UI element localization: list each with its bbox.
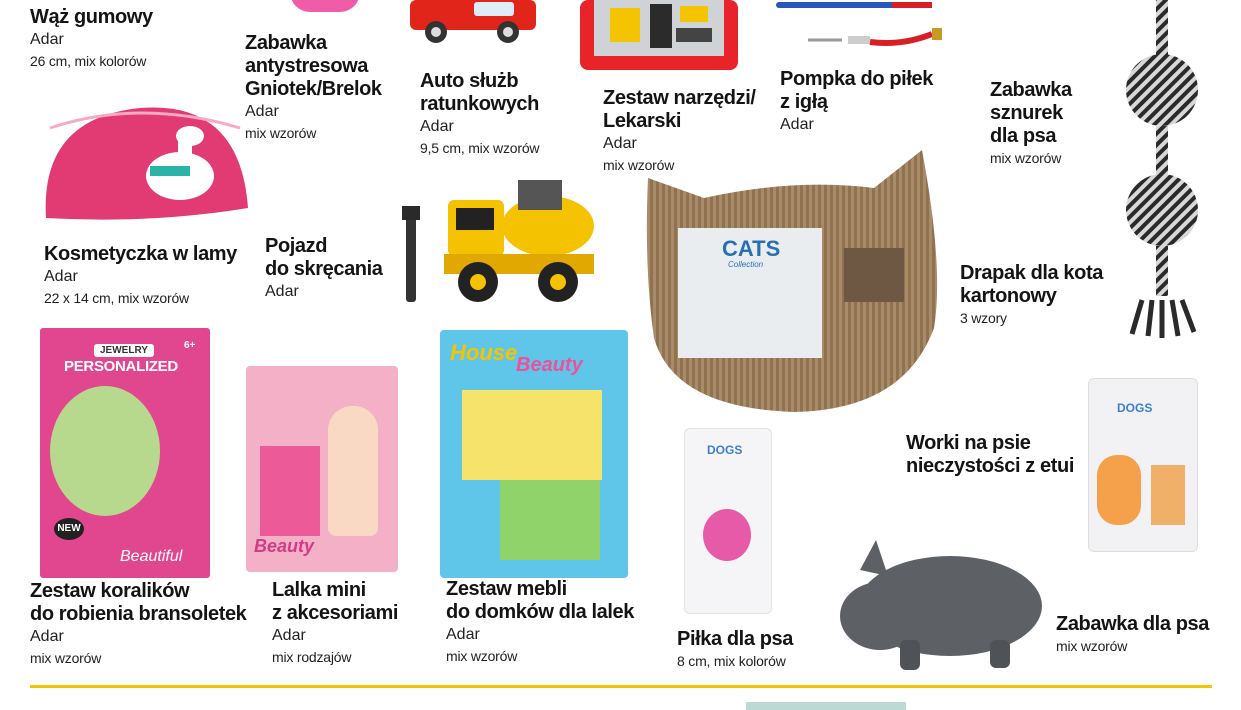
rope-toy-image (1112, 0, 1212, 340)
product-worki (906, 432, 1074, 478)
cat-scratcher-image (644, 148, 946, 414)
poop-bag-roll (1151, 465, 1185, 525)
tool-kit-image (580, 0, 740, 72)
title-line: Piłka dla psa (677, 628, 793, 650)
scratcher-sub-label: Collection (728, 260, 764, 269)
title-line: Auto służb (420, 70, 519, 92)
product-meta: 9,5 cm, mix wzorów (420, 140, 540, 156)
title-line: nieczystości z etui (906, 455, 1075, 477)
dog-ball-pack-image (684, 428, 772, 614)
scratcher-brand-label: CATS (722, 236, 781, 261)
furniture-label-2: Beauty (516, 354, 583, 376)
title-line: Zabawka dla psa (1056, 613, 1209, 635)
product-brand: Adar (245, 103, 279, 120)
product-sznurek (990, 79, 1072, 168)
title-line: z igłą (780, 91, 828, 113)
pig-toy-image (840, 540, 1046, 672)
furniture-pieces (500, 480, 600, 560)
title-line: Zestaw mebli (446, 578, 567, 600)
title-line: Pojazd (265, 235, 328, 257)
product-kosmetyczka (44, 243, 237, 308)
title-line: Drapak dla kota (960, 262, 1103, 284)
product-brand: Adar (420, 118, 454, 135)
product-title (603, 87, 756, 133)
title-line: Pompka do piłek (780, 68, 933, 90)
title-line: Wąż gumowy (30, 6, 153, 28)
product-gniotek (245, 32, 382, 143)
product-title (780, 68, 933, 114)
product-waz-gumowy (30, 6, 153, 71)
poop-bag-dispenser (1097, 455, 1141, 525)
product-meta: mix wzorów (990, 150, 1062, 166)
title-line: Zestaw koralików (30, 580, 190, 602)
llama-cosmetic-bag-image (40, 98, 254, 222)
product-title (990, 79, 1072, 148)
furniture-set-image (440, 330, 628, 578)
title-line: Gniotek/Brelok (245, 78, 382, 100)
poop-bag-brand: DOGS (1117, 401, 1153, 415)
product-title (906, 432, 1074, 478)
poop-bag-pack-image (1088, 378, 1198, 552)
title-line: Kosmetyczka w lamy (44, 243, 237, 265)
product-meta: mix wzorów (603, 157, 675, 173)
product-brand: Adar (30, 628, 64, 645)
bead-kit-label-main: PERSONALIZED (64, 358, 178, 375)
product-meta: 3 wzory (960, 310, 1007, 326)
title-line: Zabawka (245, 32, 327, 54)
product-pilka (677, 628, 793, 671)
product-meta: mix wzorów (245, 125, 317, 141)
next-section-image-edge (746, 702, 906, 710)
product-title (30, 6, 153, 29)
product-drapak (960, 262, 1103, 328)
product-pojazd (265, 235, 383, 303)
product-meta: mix wzorów (30, 650, 102, 666)
product-title (446, 578, 634, 624)
title-line: Lekarski (603, 110, 681, 132)
title-line: Zabawka (990, 79, 1072, 101)
product-title (1056, 613, 1209, 636)
product-title (44, 243, 237, 266)
title-line: do skręcania (265, 258, 383, 280)
product-meta: 22 x 14 cm, mix wzorów (44, 290, 189, 306)
section-divider (30, 685, 1212, 688)
product-koraliki (30, 580, 246, 668)
title-line: Worki na psie (906, 432, 1031, 454)
title-line: Zestaw narzędzi/ (603, 87, 756, 109)
dog-ball-brand: DOGS (707, 443, 743, 457)
bead-kit-new-badge: NEW (54, 518, 84, 540)
product-brand: Adar (603, 135, 637, 152)
product-meta: mix rodzajów (272, 649, 352, 665)
doll-accessory-case (260, 446, 320, 536)
furniture-label-1: House (450, 340, 518, 365)
pump-image (772, 0, 952, 56)
gniotek-image (240, 0, 360, 14)
product-brand: Adar (44, 268, 78, 285)
product-meble (446, 578, 634, 666)
product-title (272, 579, 398, 625)
dog-ball (703, 509, 751, 561)
title-line: sznurek (990, 102, 1063, 124)
product-brand: Adar (446, 626, 480, 643)
product-brand: Adar (265, 283, 299, 300)
doll-box-label: Beauty (254, 536, 315, 556)
product-title (677, 628, 793, 651)
product-brand: Adar (780, 116, 814, 133)
doll-figure (328, 406, 378, 536)
bead-tray (50, 386, 160, 516)
product-title (30, 580, 246, 626)
title-line: do robienia bransoletek (30, 603, 247, 625)
title-line: antystresowa (245, 55, 369, 77)
product-title (420, 70, 539, 116)
title-line: do domków dla lalek (446, 601, 634, 623)
product-meta: mix wzorów (1056, 638, 1128, 654)
title-line: Lalka mini (272, 579, 366, 601)
product-title (960, 262, 1103, 308)
mixer-truck-image (398, 176, 602, 312)
title-line: z akcesoriami (272, 602, 398, 624)
product-lalka (272, 579, 398, 667)
product-auto-sluzb (420, 70, 539, 158)
product-title (265, 235, 383, 281)
fire-truck-image (404, 0, 540, 44)
product-meta: 26 cm, mix kolorów (30, 53, 147, 69)
bead-kit-box-image (40, 328, 210, 578)
product-zabawka-dla-psa (1056, 613, 1209, 656)
bead-kit-label-top: JEWELRY (94, 344, 154, 357)
title-line: ratunkowych (420, 93, 539, 115)
product-meta: mix wzorów (446, 648, 518, 664)
doll-box-image (246, 366, 398, 572)
product-brand: Adar (272, 627, 306, 644)
product-pompka (780, 68, 933, 136)
title-line: dla psa (990, 125, 1057, 147)
bead-kit-label-bottom: Beautiful (120, 548, 183, 565)
bead-kit-age: 6+ (184, 340, 196, 351)
product-meta: 8 cm, mix kolorów (677, 653, 786, 669)
product-title (245, 32, 382, 101)
furniture-house-illustration (462, 390, 602, 480)
title-line: kartonowy (960, 285, 1057, 307)
product-brand: Adar (30, 31, 64, 48)
